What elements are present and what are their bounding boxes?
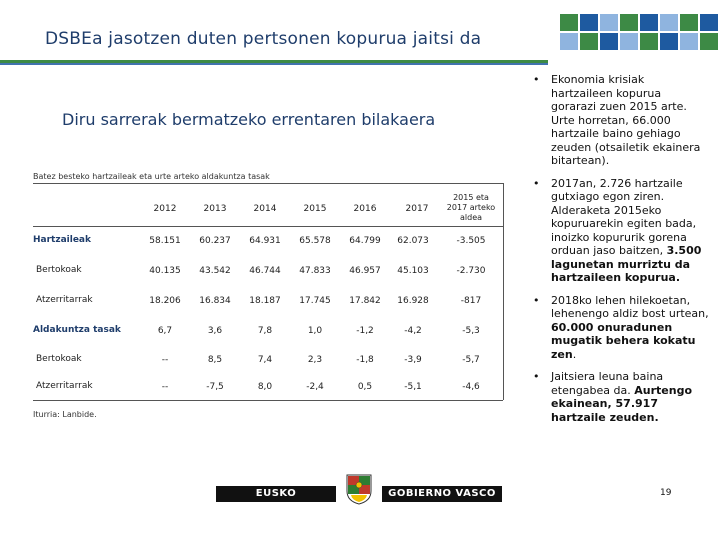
table-cell: -4,2 bbox=[404, 326, 422, 336]
row-label: Hartzaileak bbox=[33, 235, 91, 245]
bullet-item bbox=[531, 370, 709, 424]
table-cell: 46.957 bbox=[349, 266, 381, 276]
table-cell: -- bbox=[161, 382, 169, 392]
logo-spanish-text: GOBIERNO VASCO bbox=[382, 486, 502, 502]
table-cell: 64.931 bbox=[249, 236, 281, 246]
table-cell: 40.135 bbox=[149, 266, 181, 276]
bullet-list bbox=[531, 73, 709, 433]
table-cell: 58.151 bbox=[149, 236, 181, 246]
table-cell: 46.744 bbox=[249, 266, 281, 276]
slide-subtitle: Diru sarrerak bermatzeko errentaren bilakaera bbox=[62, 110, 436, 129]
table-cell: 16.928 bbox=[397, 296, 429, 306]
government-logo bbox=[216, 486, 502, 515]
table-cell: 17.745 bbox=[299, 296, 331, 306]
table-cell: 16.834 bbox=[199, 296, 231, 306]
table-cell: 45.103 bbox=[397, 266, 429, 276]
table-cell: 7,8 bbox=[257, 326, 273, 336]
table-cell: 60.237 bbox=[199, 236, 231, 246]
table-cell: 65.578 bbox=[299, 236, 331, 246]
table-cell: 2,3 bbox=[307, 355, 323, 365]
table-header: 2014 bbox=[253, 204, 277, 214]
table-cell: -5,1 bbox=[404, 382, 422, 392]
table-cell: 18.187 bbox=[249, 296, 281, 306]
bullet-bold-text: Aurtengo ekainean, 57.917 hartzaile zeuden. bbox=[551, 383, 692, 424]
table-cell: 17.842 bbox=[349, 296, 381, 306]
table-cell: -3,9 bbox=[404, 355, 422, 365]
table-cell: 7,4 bbox=[257, 355, 273, 365]
table-header: 2013 bbox=[203, 204, 227, 214]
table-cell: -4,6 bbox=[462, 382, 480, 392]
table-note: Batez besteko hartzaileak eta urte arteko aldakuntza tasak bbox=[33, 172, 270, 181]
table-right-rule bbox=[503, 183, 504, 400]
bullet-item bbox=[531, 294, 709, 362]
bullet-item bbox=[531, 177, 709, 285]
bullet-text: 2017an, 2.726 hartzaile gutxiago egon ziren. Alderaketa 2015eko kopuruarekin egiten bada, inoizko kopururik gorena orduan jaso baitzen, bbox=[551, 176, 697, 257]
bullet-text: Jaitsiera leuna baina etengabea da. bbox=[551, 370, 664, 397]
slide-title: DSBEa jasotzen duten pertsonen kopurua jaitsi da bbox=[45, 29, 482, 49]
table-cell: -3.505 bbox=[456, 236, 486, 246]
table-cell: -2.730 bbox=[456, 266, 486, 276]
table-bottom-rule bbox=[33, 400, 503, 401]
row-label: Atzerritarrak bbox=[36, 381, 93, 391]
row-label: Bertokoak bbox=[36, 354, 82, 364]
logo-basque-text: EUSKO JAURLARITZA bbox=[216, 486, 336, 502]
row-label: Atzerritarrak bbox=[36, 295, 93, 305]
table-cell: -1,2 bbox=[356, 326, 374, 336]
table-cell: -5,7 bbox=[462, 355, 480, 365]
bullet-text: . bbox=[572, 347, 577, 361]
table-source: Iturria: Lanbide. bbox=[33, 410, 97, 419]
title-underline-blue bbox=[0, 63, 548, 65]
table-header: 2017 bbox=[405, 204, 429, 214]
table-cell: -2,4 bbox=[306, 382, 324, 392]
table-cell: -1,8 bbox=[356, 355, 374, 365]
bullet-item bbox=[531, 73, 709, 168]
table-cell: -- bbox=[161, 355, 169, 365]
table-cell: 64.799 bbox=[349, 236, 381, 246]
table-cell: 62.073 bbox=[397, 236, 429, 246]
table-cell: 18.206 bbox=[149, 296, 181, 306]
table-cell: 8,5 bbox=[207, 355, 223, 365]
table-cell: -5,3 bbox=[462, 326, 480, 336]
table-top-rule bbox=[33, 183, 503, 184]
table-header: 2015 bbox=[303, 204, 327, 214]
table-header-rule bbox=[33, 226, 503, 227]
bullet-bold-text: 60.000 onuradunen mugatik behera kokatu zen bbox=[551, 320, 696, 361]
table-cell: 6,7 bbox=[157, 326, 173, 336]
row-label: Bertokoak bbox=[36, 265, 82, 275]
bullet-bold-text: 3.500 lagunetan murriztu da hartzaileen kopurua. bbox=[551, 244, 702, 284]
table-header: 2015 eta 2017 arteko aldea bbox=[446, 193, 496, 222]
table-cell: 1,0 bbox=[307, 326, 323, 336]
row-label: Aldakuntza tasak bbox=[33, 325, 121, 335]
table-cell: 0,5 bbox=[357, 382, 373, 392]
bullet-text: Ekonomia krisiak hartzaileen kopurua gorarazi zuen 2015 arte. Urte horretan, 66.000 hartzaile baino gehiago zeuden (otsailetik ekainera bitartean). bbox=[551, 73, 701, 167]
table-cell: 3,6 bbox=[207, 326, 223, 336]
table-cell: -7,5 bbox=[206, 382, 224, 392]
table-header: 2012 bbox=[153, 204, 177, 214]
table-header: 2016 bbox=[353, 204, 377, 214]
table-cell: 8,0 bbox=[257, 382, 273, 392]
table-cell: 43.542 bbox=[199, 266, 231, 276]
table-cell: -817 bbox=[460, 296, 482, 306]
page-number: 19 bbox=[660, 488, 672, 498]
bullet-text: 2018ko lehen hilekoetan, lehenengo aldiz bost urtean, bbox=[551, 293, 709, 320]
table-cell: 47.833 bbox=[299, 266, 331, 276]
coat-of-arms-icon bbox=[345, 473, 373, 505]
